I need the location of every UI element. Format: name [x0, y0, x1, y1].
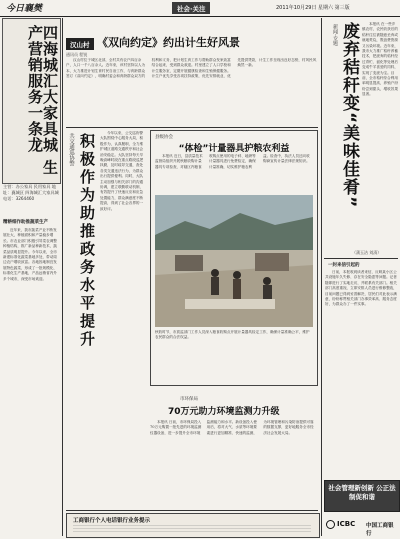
inset-headline: “体检”计量器具护粮农利益: [178, 144, 290, 154]
legal-ad-text: 社会管理新创新 公正法制促和谐: [328, 484, 396, 501]
feature-body: [66, 58, 318, 124]
inset-body-text: 本报讯 近日，县质量技术监督局组织开展秋粮收购计量器具专项检查，对辖区内粮食收购点使用的电子秤、地磅等计量器具进行免费检定，确保计量准确，切实维护粮农利益。检查中，执法人员还向收购商宣传计量法律法规知识。: [155, 154, 310, 169]
icbc-logo-icon: [326, 520, 335, 529]
news-photo: [155, 195, 313, 327]
left-body-text: 近年来，我市蔬菜产业不断发展壮大，种植面积和产量稳步增长。市农业部门积极引导菜农调整种植结构，推广新品种新技术，蔬菜品质明显提升。今年以来，全市新建标准化蔬菜基地多处，带动周边农户增收致富。各地因地制宜发展特色蔬菜，形成了一批规模化、标准化生产基地，产品远销省内外多个城市，深受市场欢迎。: [3, 228, 57, 281]
bank-logo-box: [324, 514, 398, 536]
right-mid-divider: [324, 258, 398, 259]
bottom-divider: [66, 510, 318, 511]
left-address-text: 办公家具 民用家具 地址：襄城区 四海城汇大家具城 电话：3264460: [3, 184, 59, 201]
right-lower-kicker: 一封来信引起的: [328, 263, 360, 268]
inset-box: [150, 130, 318, 386]
left-body: [3, 228, 60, 536]
left-divider: [62, 18, 63, 536]
photo-caption: [155, 330, 313, 352]
photo-scene: [155, 195, 313, 327]
inset-body: [155, 154, 313, 192]
middle-body: [100, 131, 146, 377]
icbc-logo-text: ICBC: [337, 520, 356, 528]
right-title: 废弃秸秆变“美味佳肴”: [339, 22, 359, 209]
bottom-body-text: 本报讯 日前，市环保局投入70万元购置一批先进的环境监测仪器设备，进一步提升全市环境监测能力和水平。新设备投入使用后，将对大气、水质等环境要素进行更加精准、快速的监测，为环境管理和污染防治提供可靠的数据支撑，更好地服务全市经济社会发展大局。: [150, 420, 314, 435]
bank-name: 中国工商银行: [366, 523, 394, 537]
feature-headline: 《双向约定》约出计生好风景: [97, 36, 240, 49]
left-ad-box: [2, 18, 61, 184]
right-body-text: 本报讯 在一些乡镇农村，农民收获后的秸秆往往被随意丢弃或就地焚烧，既浪费资源又污染环境。近年来，我市大力推广秸秆养畜技术，把废弃的秸秆经过青贮、氨化等处理后变成牛羊喜爱的饲料，实现了变废为宝。目前，全市秸秆综合利用率明显提高，养殖户纷纷尝到甜头，增收效果显著。: [362, 22, 398, 97]
section-badge: 社会·关注: [172, 2, 210, 14]
right-lower-body-text: 日前，本报收到读者来信，反映某小区公共设施年久失修、存在安全隐患等问题。记者随即进行了实地走访，并联系有关部门。相关部门高度重视，立即安排人员进行维修整改，目前问题已得到妥善解决，居民们对此表示满意，纷纷称赞相关部门办事效率高、服务态度好，为群众办了一件实事。: [325, 270, 397, 307]
middle-headline: 积极作为助推政务水平提升: [78, 133, 96, 349]
bank-notice-lines: [73, 525, 311, 534]
left-ad-title: 四海城汇大家具城 生产营销服务一条龙: [26, 25, 59, 176]
bottom-kicker: 市环保局: [180, 397, 198, 402]
date-issue: 2011年10月29日 星期六 第三版: [276, 5, 350, 11]
right-lower-body: [325, 270, 398, 420]
middle-body-text: 今年以来，公交巡协警大队围绕中心服务大局，积极作为，认真履职，全力维护城区道路交通秩序和社会治安稳定。大队坚持每天早晚高峰时段在重点路段巡逻执勤，及时疏导交通，查处各类交通违法行为，为群众出行提供便利。同时，大队主动加强与相关部门的沟通协调，建立联勤联动机制，有效提升了快速反应和应急处置能力，群众满意度不断提高，得到了社会各界的一致好评。: [100, 131, 144, 211]
masthead-logo: 今日襄樊: [6, 4, 43, 14]
middle-kicker: 共交通巡协警: [68, 133, 74, 166]
right-byline: （蒲玉洁 刘清）: [352, 250, 382, 255]
bottom-body: [150, 420, 316, 508]
photo-caption-text: 秋收时节，市质监部门工作人员深入粮食收购点开展计量器具检定工作，确保计量准确公平，维护农民群众的合法权益。: [155, 330, 310, 340]
bank-notice-ad: [66, 513, 320, 538]
left-address: [3, 184, 59, 218]
left-address-label: 主营：: [3, 184, 16, 189]
bottom-headline: 70万元助力环境监测力升级: [168, 407, 280, 417]
bank-notice-title: 工商银行个人电话银行业务提示: [73, 518, 151, 524]
right-kicker: 新闻·专题: [332, 24, 338, 46]
right-divider: [321, 18, 322, 536]
feature-body-text: 汉山村位于城区北部，全村共有农户四百余户，人口一千八百余人。近年来，该村坚持以人为本，大力推进计划生育村民自治工作，与育龄群众签订《双向约定》，明确村委会和育龄群众双方的权利和义务，把计划生育工作与帮助群众发家致富结合起来，受到群众欢迎。村里建立了人口学校和计生服务室，定期开展健康检查和生殖保健服务。计生户优先享受各项扶持政策，优先安排就业，优先提供贷款，计生工作呈现出良好态势，村风民风焕然一新。: [66, 58, 317, 79]
feature-byline: 通讯员 程锐: [66, 52, 88, 57]
masthead-bar: [0, 0, 400, 17]
feature-kicker: 汉山村: [66, 38, 94, 50]
feature-divider: [66, 127, 318, 128]
inset-kicker: 县级协会: [155, 135, 173, 140]
right-body-top: [362, 22, 398, 248]
legal-ad-box: [324, 480, 400, 512]
left-ad-caption: 精耕细作助推蔬菜生产: [3, 220, 48, 225]
